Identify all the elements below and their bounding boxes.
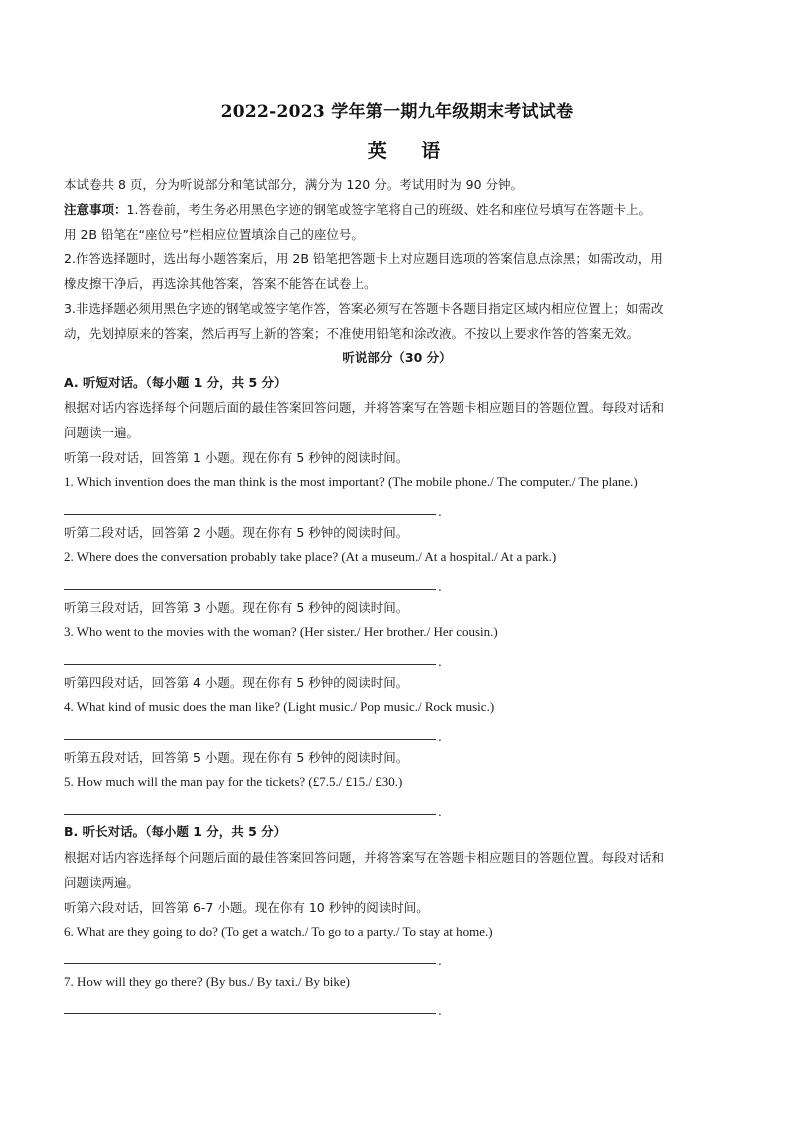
question-3: 3. Who went to the movies with the woman? (Her sister./ Her brother./ Her cousin.) [64,624,498,639]
notice-2b: 橡皮擦干净后，再选涂其他答案，答案不能答在试卷上。 [64,276,377,291]
answer-line-5[interactable] [64,814,436,815]
exam-intro: 本试卷共 8 页，分为听说部分和笔试部分，满分为 120 分。考试用时为 90 分钟。 [64,177,524,192]
answer-line-1-end: . [438,505,442,519]
question-5: 5. How much will the man pay for the tickets? (£7.5./ £15./ £30.) [64,774,403,789]
item-5-prompt: 听第五段对话，回答第 5 小题。现在你有 5 秒钟的阅读时间。 [64,750,409,765]
question-2: 2. Where does the conversation probably take place? (At a museum./ At a hospital./ At a park.) [64,549,557,564]
notice-1a: 1.答卷前，考生务必用黑色字迹的钢笔或签字笔将自己的班级、姓名和座位号填写在答题卡上。 [126,202,651,217]
answer-line-3[interactable] [64,664,436,665]
item-4-prompt: 听第四段对话，回答第 4 小题。现在你有 5 秒钟的阅读时间。 [64,675,409,690]
question-4: 4. What kind of music does the man like? (Light music./ Pop music./ Rock music.) [64,699,495,714]
answer-line-2[interactable] [64,589,436,590]
answer-line-5-end: . [438,805,442,819]
answer-line-6[interactable] [64,963,436,964]
item-3-prompt: 听第三段对话，回答第 3 小题。现在你有 5 秒钟的阅读时间。 [64,600,409,615]
question-1: 1. Which invention does the man think is the most important? (The mobile phone./ The computer./ The plane.) [64,474,638,489]
section-a-directions-2: 问题读一遍。 [64,425,140,440]
notice-2a: 2.作答选择题时，选出每小题答案后，用 2B 铅笔把答题卡上对应题目选项的答案信息点涂黑；如需改动，用 [64,251,663,266]
section-b-directions-1: 根据对话内容选择每个问题后面的最佳答案回答问题，并将答案写在答题卡相应题目的答题位置。每段对话和 [64,850,665,865]
question-6: 6. What are they going to do? (To get a watch./ To go to a party./ To stay at home.) [64,924,493,939]
item-2-prompt: 听第二段对话，回答第 2 小题。现在你有 5 秒钟的阅读时间。 [64,525,409,540]
exam-title: 2022-2023 学年第一期九年级期末考试试卷 [220,102,574,122]
subject-title: 英 语 [367,140,455,162]
section-a-heading: A. 听短对话。（每小题 1 分，共 5 分） [64,375,287,390]
notice-3b: 动，先划掉原来的答案，然后再写上新的答案；不准使用铅笔和涂改液。不按以上要求作答的答案无效。 [64,326,640,341]
notice-label: 注意事项： [64,202,127,217]
item-6-prompt: 听第六段对话，回答第 6-7 小题。现在你有 10 秒钟的阅读时间。 [64,900,429,915]
answer-line-7-end: . [438,1004,442,1018]
answer-line-4-end: . [438,730,442,744]
answer-line-4[interactable] [64,739,436,740]
notice-line-1 [64,202,744,218]
section-b-directions-2: 问题读两遍。 [64,875,140,890]
section-a-directions-1: 根据对话内容选择每个问题后面的最佳答案回答问题，并将答案写在答题卡相应题目的答题位置。每段对话和 [64,400,665,415]
answer-line-6-end: . [438,954,442,968]
answer-line-1[interactable] [64,514,436,515]
section-b-heading: B. 听长对话。（每小题 1 分，共 5 分） [64,824,287,839]
answer-line-7[interactable] [64,1013,436,1014]
question-7: 7. How will they go there? (By bus./ By taxi./ By bike) [64,974,350,989]
answer-line-2-end: . [438,580,442,594]
notice-3a: 3.非选择题必须用黑色字迹的钢笔或签字笔作答，答案必须写在答题卡各题目指定区域内相应位置上；如需改 [64,301,664,316]
item-1-prompt: 听第一段对话，回答第 1 小题。现在你有 5 秒钟的阅读时间。 [64,450,409,465]
notice-1b: 用 2B 铅笔在“座位号”栏相应位置填涂自己的座位号。 [64,227,364,242]
answer-line-3-end: . [438,655,442,669]
listening-heading: 听说部分（30 分） [342,350,452,365]
